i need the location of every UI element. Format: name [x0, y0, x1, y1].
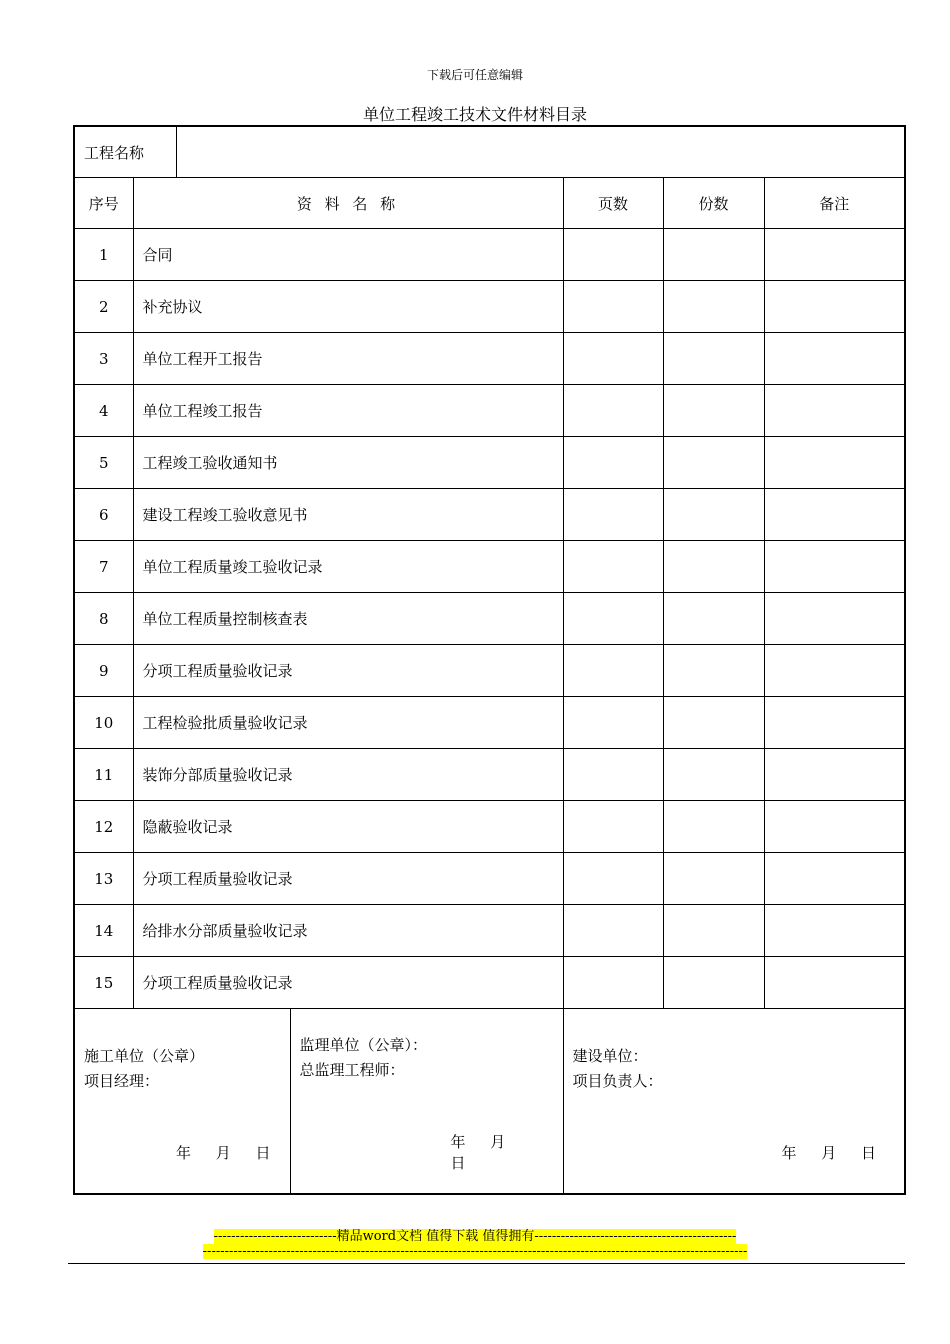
signature-owner — [563, 1009, 905, 1195]
row-pages-cell[interactable] — [563, 333, 663, 385]
row-remarks-cell[interactable] — [764, 957, 905, 1009]
row-remarks-cell[interactable] — [764, 697, 905, 749]
row-remarks-cell[interactable] — [764, 801, 905, 853]
row-pages-cell[interactable] — [563, 645, 663, 697]
table-row — [74, 281, 905, 333]
column-header-row — [74, 178, 905, 229]
table-row — [74, 437, 905, 489]
row-material-name: 单位工程竣工报告 — [133, 385, 563, 437]
table-row — [74, 645, 905, 697]
document-title: 单位工程竣工技术文件材料目录 — [362, 105, 587, 124]
row-seq: 10 — [74, 697, 133, 749]
row-pages-cell[interactable] — [563, 801, 663, 853]
row-seq: 11 — [74, 749, 133, 801]
row-copies-cell[interactable] — [663, 541, 764, 593]
footer-banner — [0, 1229, 950, 1259]
row-material-name: 工程竣工验收通知书 — [133, 437, 563, 489]
material-catalog-table — [73, 125, 906, 1195]
row-pages-cell[interactable] — [563, 957, 663, 1009]
row-seq: 12 — [74, 801, 133, 853]
row-copies-cell[interactable] — [663, 749, 764, 801]
project-name-label: 工程名称 — [74, 126, 176, 178]
col-header-name: 资 料 名 称 — [133, 178, 563, 229]
row-pages-cell[interactable] — [563, 749, 663, 801]
row-seq: 4 — [74, 385, 133, 437]
row-seq: 8 — [74, 593, 133, 645]
row-material-name: 分项工程质量验收记录 — [133, 645, 563, 697]
row-copies-cell[interactable] — [663, 333, 764, 385]
row-pages-cell[interactable] — [563, 281, 663, 333]
row-pages-cell[interactable] — [563, 541, 663, 593]
table-row — [74, 749, 905, 801]
row-remarks-cell[interactable] — [764, 281, 905, 333]
row-seq: 3 — [74, 333, 133, 385]
row-seq: 2 — [74, 281, 133, 333]
row-seq: 13 — [74, 853, 133, 905]
row-seq: 15 — [74, 957, 133, 1009]
row-copies-cell[interactable] — [663, 645, 764, 697]
row-remarks-cell[interactable] — [764, 489, 905, 541]
row-remarks-cell[interactable] — [764, 749, 905, 801]
owner-unit-label: 建设单位： — [572, 1046, 648, 1065]
row-pages-cell[interactable] — [563, 697, 663, 749]
row-remarks-cell[interactable] — [764, 229, 905, 281]
footer-line-2: ---------------------------------------------------------------------------------------------------------------------------- — [202, 1244, 748, 1259]
row-remarks-cell[interactable] — [764, 333, 905, 385]
contractor-date: 年 月 日 — [176, 1143, 281, 1162]
footer-rule — [68, 1263, 905, 1264]
project-manager-label: 项目经理： — [84, 1071, 160, 1090]
table-row — [74, 385, 905, 437]
row-seq: 5 — [74, 437, 133, 489]
row-material-name: 单位工程质量控制核查表 — [133, 593, 563, 645]
table-row — [74, 853, 905, 905]
row-material-name: 工程检验批质量验收记录 — [133, 697, 563, 749]
row-material-name: 分项工程质量验收记录 — [133, 957, 563, 1009]
row-material-name: 合同 — [133, 229, 563, 281]
row-pages-cell[interactable] — [563, 229, 663, 281]
row-seq: 14 — [74, 905, 133, 957]
col-header-pages: 页数 — [563, 178, 663, 229]
row-material-name: 分项工程质量验收记录 — [133, 853, 563, 905]
row-copies-cell[interactable] — [663, 593, 764, 645]
col-header-copies: 份数 — [663, 178, 764, 229]
col-header-seq: 序号 — [74, 178, 133, 229]
table-row — [74, 541, 905, 593]
row-copies-cell[interactable] — [663, 229, 764, 281]
row-copies-cell[interactable] — [663, 957, 764, 1009]
row-pages-cell[interactable] — [563, 489, 663, 541]
table-row — [74, 593, 905, 645]
row-copies-cell[interactable] — [663, 905, 764, 957]
supervisor-unit-label: 监理单位（公章）： — [299, 1036, 428, 1054]
project-name-row — [74, 126, 905, 178]
row-material-name: 隐蔽验收记录 — [133, 801, 563, 853]
row-pages-cell[interactable] — [563, 593, 663, 645]
row-seq: 7 — [74, 541, 133, 593]
contractor-unit-label: 施工单位（公章） — [84, 1046, 205, 1065]
row-pages-cell[interactable] — [563, 385, 663, 437]
table-row — [74, 697, 905, 749]
signature-contractor — [74, 1009, 290, 1195]
row-copies-cell[interactable] — [663, 697, 764, 749]
owner-date: 年 月 日 — [781, 1143, 887, 1162]
row-remarks-cell[interactable] — [764, 541, 905, 593]
col-header-remarks: 备注 — [764, 178, 905, 229]
row-material-name: 单位工程质量竣工验收记录 — [133, 541, 563, 593]
row-remarks-cell[interactable] — [764, 593, 905, 645]
row-material-name: 建设工程竣工验收意见书 — [133, 489, 563, 541]
row-material-name: 装饰分部质量验收记录 — [133, 749, 563, 801]
row-copies-cell[interactable] — [663, 489, 764, 541]
row-remarks-cell[interactable] — [764, 905, 905, 957]
row-pages-cell[interactable] — [563, 437, 663, 489]
supervisor-date: 年 月 日 — [450, 1133, 516, 1172]
footer-line-1: ----------------------------精品word文档 值得下载 值得拥有---------------------------------------------- — [213, 1229, 737, 1244]
row-copies-cell[interactable] — [663, 801, 764, 853]
row-copies-cell[interactable] — [663, 281, 764, 333]
row-seq: 1 — [74, 229, 133, 281]
row-remarks-cell[interactable] — [764, 853, 905, 905]
header-note: 下载后可任意编辑 — [426, 68, 523, 82]
table-row — [74, 801, 905, 853]
table-row — [74, 905, 905, 957]
project-name-value[interactable] — [176, 126, 905, 178]
signature-supervisor — [290, 1009, 563, 1195]
owner-responsible-label: 项目负责人： — [572, 1071, 663, 1090]
row-pages-cell[interactable] — [563, 853, 663, 905]
table-row — [74, 229, 905, 281]
table-row — [74, 333, 905, 385]
row-seq: 9 — [74, 645, 133, 697]
table-row — [74, 489, 905, 541]
row-copies-cell[interactable] — [663, 437, 764, 489]
row-pages-cell[interactable] — [563, 905, 663, 957]
signature-row — [74, 1009, 905, 1195]
row-seq: 6 — [74, 489, 133, 541]
row-remarks-cell[interactable] — [764, 385, 905, 437]
row-material-name: 给排水分部质量验收记录 — [133, 905, 563, 957]
row-material-name: 补充协议 — [133, 281, 563, 333]
row-remarks-cell[interactable] — [764, 645, 905, 697]
row-copies-cell[interactable] — [663, 853, 764, 905]
chief-supervisor-label: 总监理工程师： — [299, 1061, 405, 1079]
table-row — [74, 957, 905, 1009]
row-remarks-cell[interactable] — [764, 437, 905, 489]
row-copies-cell[interactable] — [663, 385, 764, 437]
row-material-name: 单位工程开工报告 — [133, 333, 563, 385]
